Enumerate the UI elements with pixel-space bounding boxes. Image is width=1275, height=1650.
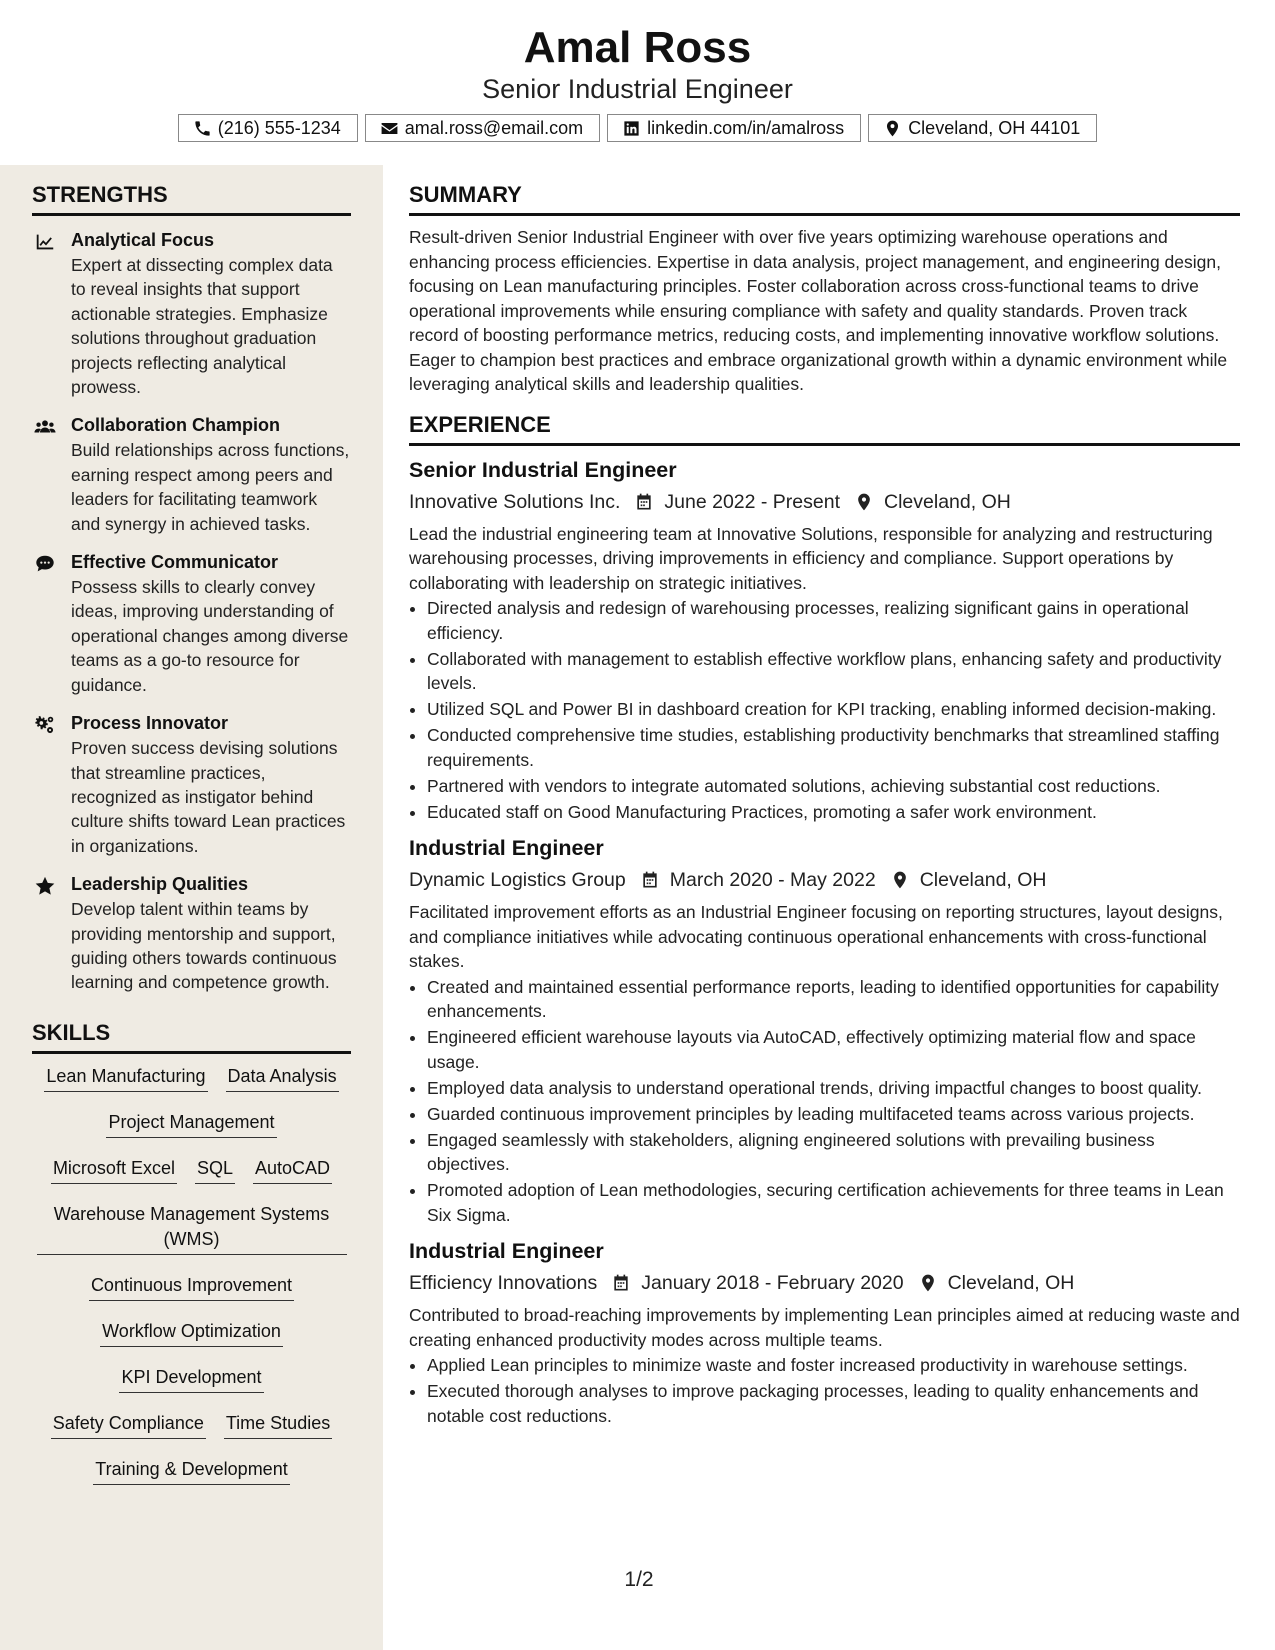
strength-item xyxy=(32,711,351,858)
strength-item xyxy=(32,413,351,536)
contact-phone xyxy=(178,114,358,142)
contact-location-text: Cleveland, OH 44101 xyxy=(908,117,1081,138)
job-company: Dynamic Logistics Group xyxy=(409,869,626,891)
list-item: • Employed data analysis to understand operational trends, driving impactful changes to boost quality. xyxy=(427,1076,1240,1101)
skill-row xyxy=(32,1064,351,1092)
skill-tag: Time Studies xyxy=(224,1411,332,1439)
list-item: • Utilized SQL and Power BI in dashboard creation for KPI tracking, enabling informed decision-making. xyxy=(427,697,1240,722)
list-item: • Partnered with vendors to integrate automated solutions, achieving substantial cost reductions. xyxy=(427,774,1240,799)
strength-title: Leadership Qualities xyxy=(71,874,249,895)
main-column xyxy=(409,165,1240,1430)
contact-linkedin[interactable] xyxy=(607,114,861,142)
summary-heading: SUMMARY xyxy=(409,165,1240,216)
job-description: Lead the industrial engineering team at Innovative Solutions, responsible for analyzing and restructuring warehousing processes, driving improvements in efficiency and compliance. Support operations by collaborating with leadership on strategic initiatives. xyxy=(409,523,1213,593)
list-item: • Collaborated with management to establish effective workflow plans, enhancing safety and productivity levels. xyxy=(427,647,1240,696)
job-title: Senior Industrial Engineer xyxy=(409,457,677,482)
skill-tag: Data Analysis xyxy=(226,1064,339,1092)
strength-title: Effective Communicator xyxy=(71,552,279,573)
contact-location xyxy=(868,114,1097,142)
calendar-icon xyxy=(634,492,654,512)
chart-line-icon xyxy=(34,231,56,253)
job-description: Contributed to broad-reaching improvements by implementing Lean principles aimed at reducing waste and creating enhanced productivity modes across multiple teams. xyxy=(409,1305,1240,1350)
envelope-icon xyxy=(380,119,399,138)
skill-row xyxy=(32,1457,351,1485)
job-dates: June 2022 - Present xyxy=(664,490,841,513)
job-entry xyxy=(409,834,1240,1227)
candidate-title: Senior Industrial Engineer xyxy=(482,74,793,104)
job-bullets xyxy=(409,975,1240,1228)
sidebar xyxy=(0,165,383,1650)
job-meta xyxy=(409,1268,1240,1298)
users-icon xyxy=(34,416,56,438)
skill-tag: Warehouse Management Systems (WMS) xyxy=(37,1202,347,1255)
strength-title: Collaboration Champion xyxy=(71,415,280,436)
strength-title: Analytical Focus xyxy=(71,230,215,250)
location-pin-icon xyxy=(854,492,874,512)
job-company: Efficiency Innovations xyxy=(409,1272,598,1294)
contact-email[interactable] xyxy=(365,114,600,142)
strength-item xyxy=(32,550,351,697)
list-item: • Executed thorough analyses to improve packaging processes, leading to quality enhancements and notable cost reductions. xyxy=(427,1379,1240,1428)
skill-tag: Lean Manufacturing xyxy=(44,1064,207,1092)
strength-desc: Possess skills to clearly convey ideas, improving understanding of operational changes among diverse teams as a go-to resource for guidance. xyxy=(71,577,349,695)
skill-row xyxy=(32,1202,351,1255)
strength-title: Process Innovator xyxy=(71,713,229,734)
page-number: 1/2 xyxy=(624,1568,654,1591)
job-entry xyxy=(409,1237,1240,1428)
job-bullets xyxy=(409,596,1240,824)
job-dates: January 2018 - February 2020 xyxy=(641,1272,904,1294)
skills-list xyxy=(32,1064,351,1485)
gears-icon xyxy=(34,714,56,736)
skill-tag: Project Management xyxy=(106,1110,276,1138)
strength-item xyxy=(32,872,351,995)
strength-desc: Build relationships across functions, earning respect among peers and leaders for facilitating teamwork and synergy in achieved tasks. xyxy=(71,440,350,534)
skill-row xyxy=(32,1273,351,1301)
skill-tag: Training & Development xyxy=(93,1457,289,1485)
job-description: Facilitated improvement efforts as an Industrial Engineer focusing on reporting structures, layout designs, and compliance initiatives while advocating continuous operational enhancements with cross-functional stakes. xyxy=(409,902,1223,971)
skill-tag: KPI Development xyxy=(119,1365,263,1393)
skills-heading: SKILLS xyxy=(32,1009,351,1054)
skill-row xyxy=(32,1411,351,1439)
list-item: • Created and maintained essential performance reports, leading to identified opportunities for capability enhancements. xyxy=(427,975,1240,1024)
strength-desc: Proven success devising solutions that streamline practices, recognized as instigator behind culture shifts toward Lean practices in organizations. xyxy=(71,738,346,856)
location-pin-icon xyxy=(883,119,902,138)
summary-text: Result-driven Senior Industrial Engineer with over five years optimizing warehouse operations and enhancing process efficiencies. Expertise in data analysis, project management, and engineering design, focusing on Lean manufacturing principles. Foster collaboration across cross-functional teams to drive operational improvements while ensuring compliance with safety and quality standards. Proven track record of boosting performance metrics, reducing costs, and implementing innovative workflow solutions. Eager to champion best practices and embrace organizational growth within a dynamic environment while leveraging analytical skills and leadership qualities. xyxy=(409,227,1228,394)
skill-tag: Workflow Optimization xyxy=(100,1319,283,1347)
list-item: • Conducted comprehensive time studies, establishing productivity benchmarks that streamlined staffing requirements. xyxy=(427,723,1240,772)
phone-icon xyxy=(193,119,212,138)
job-location: Cleveland, OH xyxy=(884,490,1011,513)
skill-tag: Safety Compliance xyxy=(51,1411,206,1439)
strengths-list xyxy=(32,216,351,995)
job-entry xyxy=(409,456,1240,825)
speech-bubble-icon xyxy=(34,553,56,575)
skill-tag: Microsoft Excel xyxy=(51,1156,177,1184)
list-item: • Directed analysis and redesign of warehousing processes, realizing significant gains in operational efficiency. xyxy=(427,596,1240,645)
skill-row xyxy=(32,1319,351,1347)
skill-tag: SQL xyxy=(195,1156,235,1184)
job-title: Industrial Engineer xyxy=(409,1239,604,1263)
list-item: • Engineered efficient warehouse layouts via AutoCAD, effectively optimizing material flow and space usage. xyxy=(427,1025,1240,1074)
job-company: Innovative Solutions Inc. xyxy=(409,490,621,513)
strength-item xyxy=(32,228,351,399)
skill-row xyxy=(32,1156,351,1184)
job-bullets xyxy=(409,1353,1240,1428)
job-meta xyxy=(409,487,1240,517)
job-location: Cleveland, OH xyxy=(947,1272,1075,1294)
list-item: • Engaged seamlessly with stakeholders, aligning engineered solutions with prevailing business objectives. xyxy=(427,1128,1240,1177)
calendar-icon xyxy=(611,1273,631,1293)
list-item: • Educated staff on Good Manufacturing Practices, promoting a safer work environment. xyxy=(427,800,1240,825)
strengths-heading: STRENGTHS xyxy=(32,165,351,216)
location-pin-icon xyxy=(890,870,910,890)
skill-tag: Continuous Improvement xyxy=(89,1273,294,1301)
list-item: • Guarded continuous improvement principles by leading multifaceted teams across various projects. xyxy=(427,1102,1240,1127)
skill-row xyxy=(32,1365,351,1393)
resume-header xyxy=(0,0,1275,165)
contact-email-text: amal.ross@email.com xyxy=(404,117,584,138)
experience-heading: EXPERIENCE xyxy=(409,397,1240,446)
candidate-name: Amal Ross xyxy=(523,23,752,72)
strength-desc: Develop talent within teams by providing mentorship and support, guiding others towards continuous learning and competence growth. xyxy=(71,899,337,993)
strength-desc: Expert at dissecting complex data to reveal insights that support actionable strategies. Emphasize solutions throughout graduation projects reflecting analytical prowess. xyxy=(71,255,333,398)
skill-row xyxy=(32,1110,351,1138)
calendar-icon xyxy=(640,870,660,890)
contact-linkedin-text: linkedin.com/in/amalross xyxy=(647,117,845,138)
job-title: Industrial Engineer xyxy=(409,836,604,860)
skill-tag: AutoCAD xyxy=(253,1156,332,1184)
job-meta xyxy=(409,865,1240,895)
star-icon xyxy=(34,875,56,897)
contact-bar xyxy=(0,114,1275,142)
job-dates: March 2020 - May 2022 xyxy=(669,869,876,891)
location-pin-icon xyxy=(918,1273,938,1293)
list-item: • Applied Lean principles to minimize waste and foster increased productivity in warehouse settings. xyxy=(427,1353,1240,1378)
linkedin-icon xyxy=(622,119,641,138)
list-item: • Promoted adoption of Lean methodologies, securing certification achievements for three teams in Lean Six Sigma. xyxy=(427,1178,1240,1227)
job-location: Cleveland, OH xyxy=(919,869,1047,891)
contact-phone-text: (216) 555-1234 xyxy=(217,117,341,138)
